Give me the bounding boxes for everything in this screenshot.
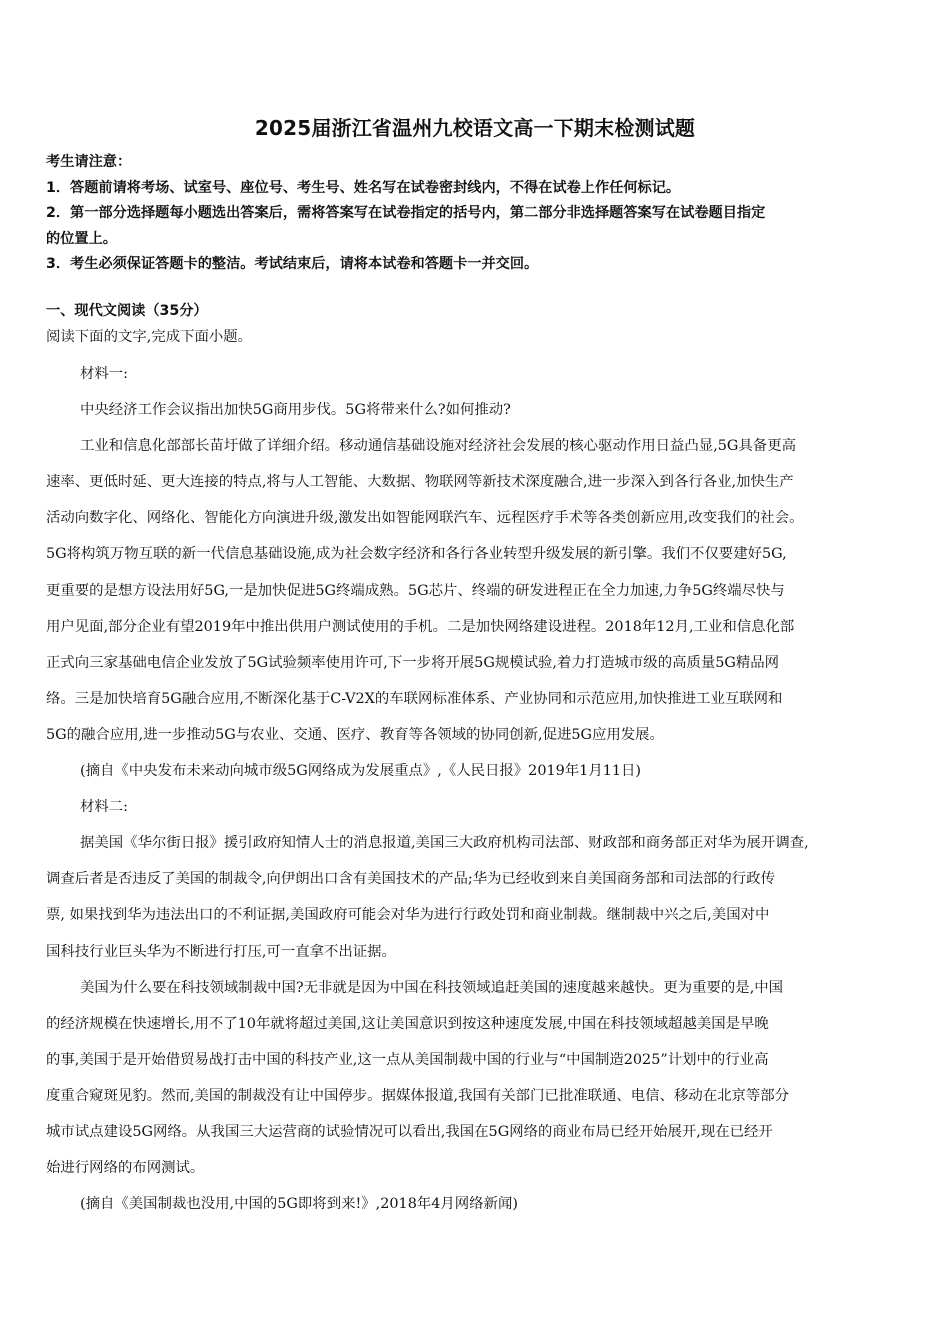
passage-line: 城市试点建设5G网络。从我国三大运营商的试验情况可以看出,我国在5G网络的商业布局已经开始展开,现在已经开 xyxy=(46,1123,773,1140)
passage-line: 速率、更低时延、更大连接的特点,将与人工智能、大数据、物联网等新技术深度融合,进一步深入到各行各业,加快生产 xyxy=(46,474,794,491)
passage-line: 络。三是加快培育5G融合应用,不断深化基于C-V2X的车联网标准体系、产业协同和示范应用,加快推进工业互联网和 xyxy=(46,690,783,707)
material-two-label: 材料二: xyxy=(80,799,129,816)
reading-passage xyxy=(46,356,916,1222)
passage-line: 中央经济工作会议指出加快5G商用步伐。5G将带来什么?如何推动? xyxy=(80,402,511,419)
passage-line: 正式向三家基础电信企业发放了5G试验频率使用许可,下一步将开展5G规模试验,着力打造城市级的高质量5G精品网 xyxy=(46,654,780,671)
passage-line: 的经济规模在快速增长,用不了10年就将超过美国,这让美国意识到按这种速度发展,中国在科技领域超越美国是早晚 xyxy=(46,1015,769,1032)
notice-heading: 考生请注意： xyxy=(46,154,132,170)
candidate-notice xyxy=(46,150,906,278)
notice-item-2-cont: 的位置上。 xyxy=(46,230,117,247)
notice-item-2: 2．第一部分选择题每小题选出答案后，需将答案写在试卷指定的括号内，第二部分非选择题答案写在试卷题目指定 xyxy=(46,205,766,221)
passage-line: 工业和信息化部部长苗圩做了详细介绍。移动通信基础设施对经济社会发展的核心驱动作用日益凸显,5G具备更高 xyxy=(80,438,796,455)
exam-title: 2025届浙江省温州九校语文高一下期末检测试题 xyxy=(254,116,696,140)
passage-line: 度重合窥斑见豹。然而,美国的制裁没有让中国停步。据媒体报道,我国有关部门已批准联通、电信、移动在北京等部分 xyxy=(46,1087,790,1104)
notice-item-3: 3．考生必须保证答题卡的整洁。考试结束后，请将本试卷和答题卡一并交回。 xyxy=(46,256,539,272)
passage-line: 的事,美国于是开始借贸易战打击中国的科技产业,这一点从美国制裁中国的行业与“中国制造2025”计划中的行业高 xyxy=(46,1051,769,1068)
passage-line: 更重要的是想方设法用好5G,一是加快促进5G终端成熟。5G芯片、终端的研发进程正在全力加速,力争5G终端尽快与 xyxy=(46,582,785,599)
section-heading: 一、现代文阅读（35分） xyxy=(46,303,208,319)
passage-line: 5G的融合应用,进一步推动5G与农业、交通、医疗、教育等各领域的协同创新,促进5G应用发展。 xyxy=(46,726,664,743)
passage-line: 5G将构筑万物互联的新一代信息基础设施,成为社会数字经济和各行各业转型升级发展的新引擎。我们不仅要建好5G, xyxy=(46,546,787,563)
passage-line: 调查后者是否违反了美国的制裁令,向伊朗出口含有美国技术的产品;华为已经收到来自美国商务部和司法部的行政传 xyxy=(46,871,775,888)
passage-line: 美国为什么要在科技领域制裁中国?无非就是因为中国在科技领域追赶美国的速度越来越快。更为重要的是,中国 xyxy=(80,979,784,996)
source-citation-two: (摘自《美国制裁也没用,中国的5G即将到来!》,2018年4月网络新闻) xyxy=(80,1196,518,1213)
passage-line: 国科技行业巨头华为不断进行打压,可一直拿不出证据。 xyxy=(46,943,396,960)
passage-line: 据美国《华尔街日报》援引政府知情人士的消息报道,美国三大政府机构司法部、财政部和商务部正对华为展开调查, xyxy=(80,835,809,852)
passage-line: 始进行网络的布网测试。 xyxy=(46,1160,205,1177)
source-citation-one: (摘自《中央发布未来动向城市级5G网络成为发展重点》,《人民日报》2019年1月11日) xyxy=(80,763,642,780)
passage-line: 活动向数字化、网络化、智能化方向演进升级,激发出如智能网联汽车、远程医疗手术等各类创新应用,改变我们的社会。 xyxy=(46,510,804,527)
reading-instruction: 阅读下面的文字,完成下面小题。 xyxy=(46,329,253,345)
material-one-label: 材料一: xyxy=(80,366,129,382)
passage-line: 用户见面,部分企业有望2019年中推出供用户测试使用的手机。二是加快网络建设进程。2018年12月,工业和信息化部 xyxy=(46,618,795,635)
notice-item-1: 1．答题前请将考场、试室号、座位号、考生号、姓名写在试卷密封线内，不得在试卷上作任何标记。 xyxy=(46,179,681,196)
passage-line: 票, 如果找到华为违法出口的不利证据,美国政府可能会对华为进行行政处罚和商业制裁。继制裁中兴之后,美国对中 xyxy=(46,907,770,924)
